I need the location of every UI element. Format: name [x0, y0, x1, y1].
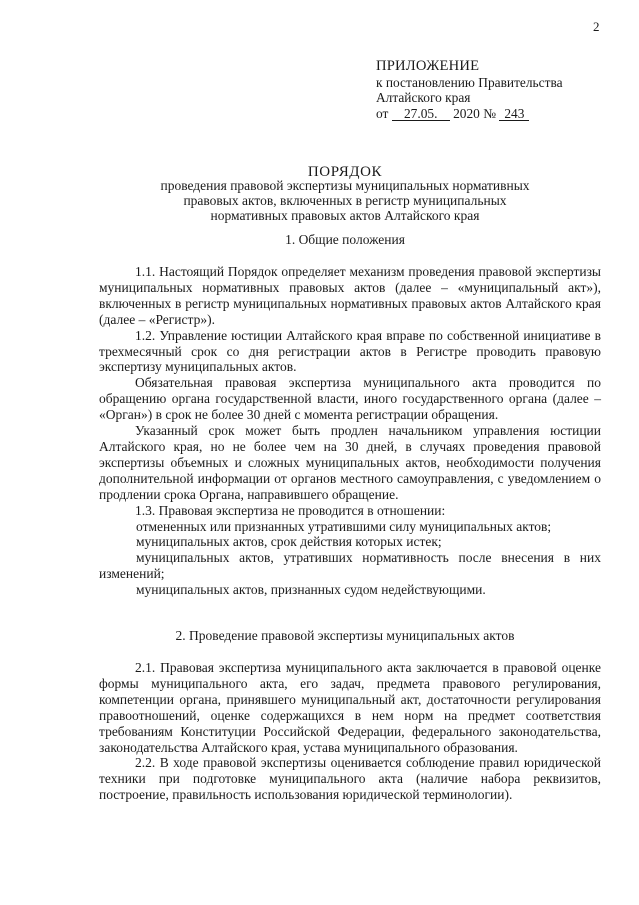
paragraph: 1.3. Правовая экспертиза не проводится в отношении: [135, 502, 446, 518]
appendix-date-day: 27.05. [392, 107, 450, 121]
appendix-date-prefix: от [376, 105, 389, 121]
document-title: ПОРЯДОК [307, 164, 383, 180]
section-1-title: 1. Общие положения [285, 232, 405, 247]
paragraph: 1.2. Управление юстиции Алтайского края вправе по собственной инициативе в трехмесячный срок со дня регистрации актов в Регистре проводить правовую экспертизу муниципальных актов. [99, 327, 601, 375]
section-2-title: 2. Проведение правовой экспертизы муниципальных актов [175, 628, 515, 643]
appendix-block [376, 59, 626, 121]
paragraph: 1.1. Настоящий Порядок определяет механизм проведения правовой экспертизы муниципальных нормативных правовых актов (далее – «муниципальный акт»), включенных в регистр муниципальных нормативных правовых актов Алтайского края (далее – «Регистр»). [99, 264, 601, 327]
subtitle-line: проведения правовой экспертизы муниципальных нормативных [160, 178, 530, 193]
section-2-body [99, 660, 601, 803]
appendix-line-1: к постановлению Правительства [376, 74, 563, 90]
document-subtitle [60, 179, 630, 223]
appendix-number: 243 [499, 107, 529, 121]
paragraph: Обязательная правовая экспертиза муниципального акта проводится по обращению органа государственной власти, иного государственного органа (далее – «Орган») в срок не более 30 дней с момента регистрации обращения. [99, 375, 601, 423]
list-item: муниципальных актов, признанных судом недействующими. [136, 582, 486, 598]
list-item: отмененных или признанных утратившими силу муниципальных актов; [136, 518, 552, 534]
appendix-date-line [376, 106, 626, 122]
appendix-heading: ПРИЛОЖЕНИЕ [376, 58, 480, 74]
list-item: муниципальных актов, утративших нормативность после внесения в них изменений; [99, 550, 601, 582]
page-number: 2 [593, 19, 600, 34]
subtitle-line: нормативных правовых актов Алтайского края [210, 207, 480, 223]
subtitle-line: правовых актов, включенных в регистр муниципальных [183, 192, 507, 208]
paragraph: Указанный срок может быть продлен начальником управления юстиции Алтайского края, но не более чем на 30 дней, в случаях проведения правовой экспертизы объемных и сложных муниципальных актов, необходимости получения дополнительной информации от органов местного самоуправления, с уведомлением о продлении срока Органа, направившего обращение. [99, 423, 601, 502]
appendix-year: 2020 № [453, 105, 496, 121]
list-item: муниципальных актов, срок действия которых истек; [136, 534, 442, 550]
paragraph: 2.2. В ходе правовой экспертизы оценивается соблюдение правил юридической техники при подготовке муниципального акта (наличие набора реквизитов, построение, правильность использования юридической терминологии). [99, 755, 601, 803]
paragraph: 2.1. Правовая экспертиза муниципального акта заключается в правовой оценке формы муниципального акта, его задач, предмета правового регулирования, компетенции органа, принявшего муниципальный акт, достаточности регулирования правоотношений, оценке содержащихся в нем норм на предмет соответствия требованиям Конституции Российской Федерации, федерального законодательства, законодательства Алтайского края, устава муниципального образования. [99, 660, 601, 755]
appendix-line-2: Алтайского края [376, 90, 471, 105]
section-1-body [99, 264, 601, 598]
